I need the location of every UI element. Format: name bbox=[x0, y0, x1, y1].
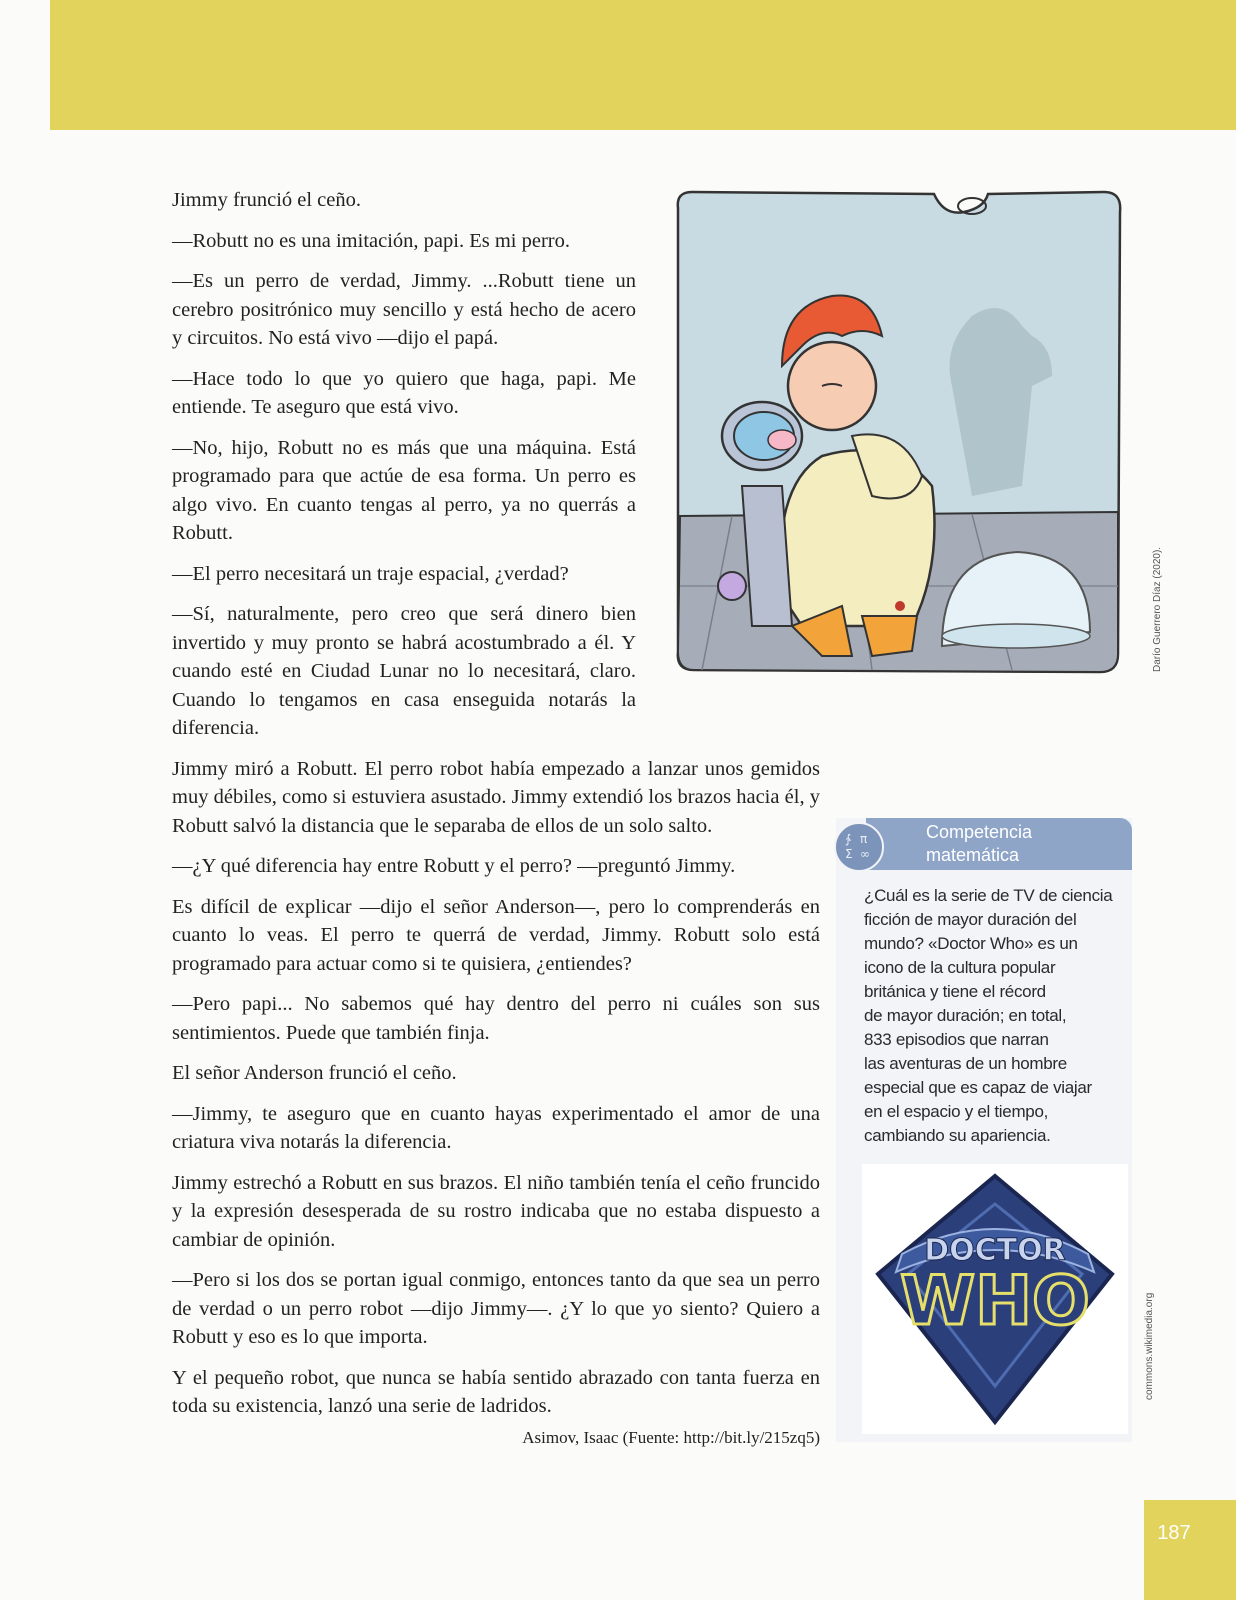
doctor-who-logo bbox=[862, 1164, 1128, 1434]
paragraph: Jimmy estrechó a Robutt en sus brazos. El niño también tenía el ceño fruncido y la expresión desesperada de su rostro indicaba que no estaba dispuesto a cambiar de opinión. bbox=[172, 1171, 820, 1251]
paragraph: Y el pequeño robot, que nunca se había sentido abrazado con tanta fuerza en toda su existencia, lanzó una serie de ladridos. bbox=[172, 1366, 820, 1417]
math-glyph: π bbox=[860, 832, 868, 846]
paragraph: —Hace todo lo que yo quiero que haga, papi. Me entiende. Te aseguro que está vivo. bbox=[172, 367, 636, 418]
math-icon bbox=[834, 822, 884, 872]
paragraph: —¿Y qué diferencia hay entre Robutt y el perro? —preguntó Jimmy. bbox=[172, 855, 736, 877]
paragraph: —Pero si los dos se portan igual conmigo, entonces tanto da que sea un perro de verdad o un perro robot —dijo Jimmy—. ¿Y lo que yo siento? Quiero a Robutt y eso es lo que importa. bbox=[172, 1269, 820, 1348]
paragraph: —No, hijo, Robutt no es más que una máquina. Está programado para que actúe de esa forma. Un perro es algo vivo. En cuanto tengas al perro, ya no querrás a Robutt. bbox=[172, 436, 636, 544]
text-line: de mayor duración; en total, bbox=[864, 1006, 1067, 1025]
illustration-credit: Darío Guerrero Díaz (2020). bbox=[1152, 546, 1163, 672]
paragraph: —Robutt no es una imitación, papi. Es mi perro. bbox=[172, 229, 570, 252]
text-line: icono de la cultura popular bbox=[864, 958, 1056, 977]
competencia-title bbox=[926, 821, 1032, 867]
page-number: 187 bbox=[1157, 1522, 1191, 1544]
paragraph: —Es un perro de verdad, Jimmy. ...Robutt tiene un cerebro positrónico muy sencillo y está hecho de acero y circuitos. No está vivo —dijo el papá. bbox=[172, 270, 636, 349]
logo-credit: commons.wikimedia.org bbox=[1144, 1292, 1155, 1400]
text-line: especial que es capaz de viajar bbox=[864, 1078, 1092, 1097]
paragraph: Es difícil de explicar —dijo el señor Anderson—, pero lo comprenderás en cuanto lo veas. El perro te querrá de verdad, Jimmy. Robutt solo está programado para actuar como si te quisiera, ¿entiendes? bbox=[172, 895, 820, 975]
paragraph: —Pero papi... No sabemos qué hay dentro del perro ni cuáles son sus sentimientos. Puede que también finja. bbox=[172, 993, 820, 1044]
text-line: mundo? «Doctor Who» es un bbox=[864, 934, 1078, 953]
logo-word-doctor: DOCTOR bbox=[924, 1233, 1066, 1268]
math-glyph: ∞ bbox=[860, 847, 870, 861]
paragraph: —Jimmy, te aseguro que en cuanto hayas experimentado el amor de una criatura viva notarás la diferencia. bbox=[172, 1102, 820, 1153]
paragraph: —Sí, naturalmente, pero creo que será dinero bien invertido y muy pronto se habrá acostumbrado a él. Y cuando esté en Ciudad Lunar no lo necesitará, claro. Cuando lo tengamos en casa enseguida notarás la diferencia. bbox=[172, 603, 636, 739]
logo-word-who: WHO bbox=[900, 1262, 1090, 1341]
paragraph: Jimmy frunció el ceño. bbox=[172, 189, 362, 211]
paragraph: —El perro necesitará un traje espacial, ¿verdad? bbox=[172, 562, 569, 585]
header-band bbox=[50, 0, 1236, 130]
competencia-box bbox=[836, 818, 1132, 1442]
source-citation: Asimov, Isaac (Fuente: http://bit.ly/215zq5) bbox=[522, 1428, 820, 1447]
title-line: matemática bbox=[926, 845, 1020, 865]
competencia-header bbox=[866, 818, 1132, 870]
math-glyph: ∱ bbox=[845, 832, 852, 846]
story-illustration bbox=[672, 186, 1136, 686]
text-line: ¿Cuál es la serie de TV de ciencia bbox=[864, 886, 1113, 905]
text-line: cambiando su apariencia. bbox=[864, 1126, 1051, 1145]
paragraph: El señor Anderson frunció el ceño. bbox=[172, 1062, 457, 1084]
text-line: en el espacio y el tiempo, bbox=[864, 1102, 1049, 1121]
paragraph: Jimmy miró a Robutt. El perro robot había empezado a lanzar unos gemidos muy débiles, como si estuviera asustado. Jimmy extendió los brazos hacia él, y Robutt salvó la distancia que le separaba de ellos de un solo salto. bbox=[172, 757, 820, 837]
competencia-text bbox=[864, 884, 1126, 1148]
page-number-tab bbox=[1144, 1500, 1236, 1600]
text-line: 833 episodios que narran bbox=[864, 1030, 1049, 1049]
math-glyph: Σ bbox=[845, 847, 853, 861]
text-line: ficción de mayor duración del bbox=[864, 910, 1077, 929]
text-line: británica y tiene el récord bbox=[864, 982, 1046, 1001]
title-line: Competencia bbox=[926, 822, 1033, 842]
text-line: las aventuras de un hombre bbox=[864, 1054, 1067, 1073]
